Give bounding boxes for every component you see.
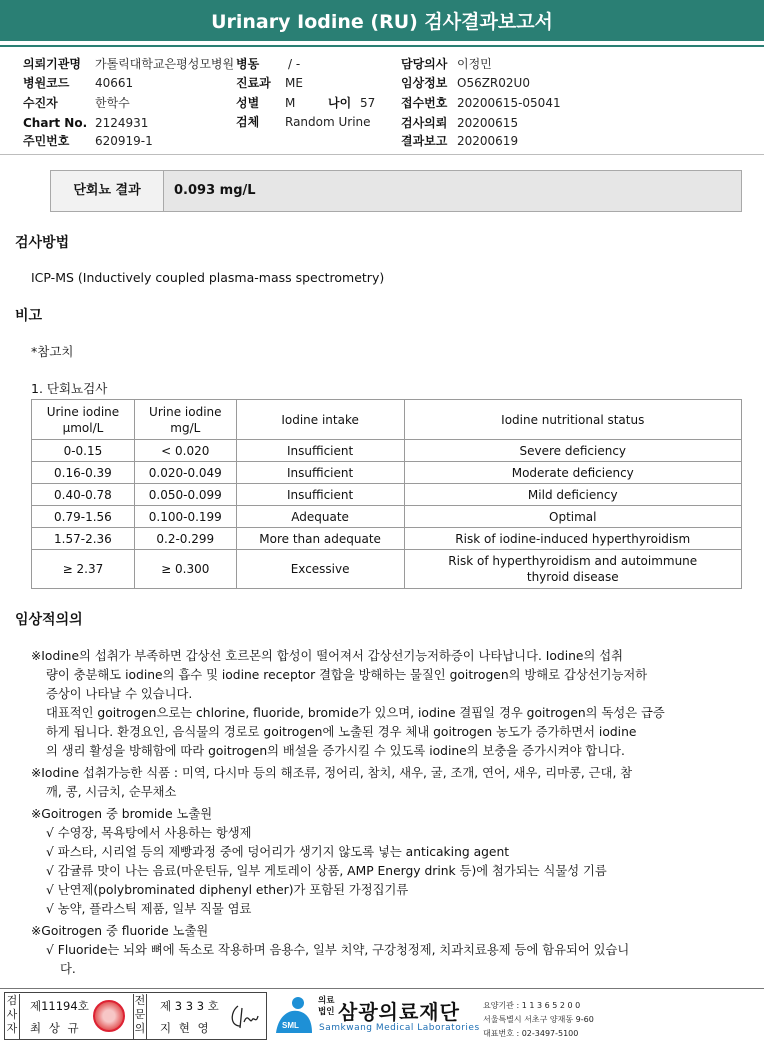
reference-table [31, 399, 742, 589]
department-value: ME [285, 76, 303, 90]
seal-stamp-icon [93, 1000, 125, 1032]
table-cell: 0-0.15 [32, 440, 135, 462]
clinical-line: 증상이 나타날 수 있습니다. [46, 687, 193, 701]
table-cell: 0.100-0.199 [134, 506, 236, 528]
doctor-value: 이정민 [457, 57, 492, 71]
collector-value: 한학수 [95, 96, 130, 110]
table-cell: Insufficient [236, 462, 404, 484]
tester-label: 검사자 [6, 994, 20, 1040]
reviewer-label: 전문의 [133, 994, 147, 1040]
report-date-label: 결과보고 [401, 134, 448, 148]
table-row [32, 506, 742, 528]
institution-value: 가톨릭대학교은평성모병원 [95, 57, 235, 71]
table-title: 1. 단회뇨검사 [31, 381, 108, 396]
id-label: 주민번호 [23, 134, 70, 148]
clinical-line: 대표적인 goitrogen으로는 chlorine, fluoride, bromide가 있으며, iodine 결핍일 경우 goitrogen의 독성은 급증 [46, 706, 665, 720]
request-date-label: 검사의뢰 [401, 116, 448, 130]
result-value: 0.093 mg/L [174, 183, 256, 198]
table-row [32, 550, 742, 589]
clinical-line: √ 난연제(polybrominated diphenyl ether)가 포함된 가정집기류 [46, 883, 409, 897]
report-date-value: 20200619 [457, 134, 519, 148]
signature-icon [226, 1002, 262, 1032]
table-row [32, 440, 742, 462]
header-divider [0, 154, 764, 155]
id-value: 620919-1 [95, 134, 153, 148]
table-cell: ≥ 0.300 [134, 550, 236, 589]
table-cell: 0.79-1.56 [32, 506, 135, 528]
ward-label: 병동 [236, 57, 260, 71]
table-cell: 0.020-0.049 [134, 462, 236, 484]
clinical-line: √ 농약, 플라스틱 제품, 일부 직물 염료 [46, 902, 252, 916]
remarks-heading: 비고 [15, 308, 43, 324]
report-title: Urinary Iodine (RU) 검사결과보고서 [0, 0, 764, 44]
footer-divider [0, 988, 764, 989]
sex-label: 성별 [236, 96, 260, 110]
column-header: Iodine intake [236, 400, 404, 440]
table-cell: 1.57-2.36 [32, 528, 135, 550]
chart-no-value: 2124931 [95, 116, 149, 130]
table-cell: Moderate deficiency [404, 462, 742, 484]
clinical-line: ※Iodine 섭취가능한 식품 : 미역, 다시마 등의 해조류, 정어리, 참치, 새우, 굴, 조개, 연어, 새우, 리마콩, 근대, 참 [31, 766, 633, 780]
table-cell: Excessive [236, 550, 404, 589]
result-box [50, 170, 742, 212]
clinical-line: √ Fluoride는 뇌와 뼈에 독소로 작용하며 음용수, 일부 치약, 구강청정제, 치과치료용제 등에 함유되어 있습니 [46, 943, 630, 957]
org-name: 삼광의료재단 [338, 1000, 460, 1024]
reviewer-name: 지 현 영 [160, 1021, 211, 1035]
clinical-line: ※Goitrogen 중 fluoride 노출원 [31, 924, 209, 938]
clinical-line: 량이 충분해도 iodine의 흡수 및 iodine receptor 결합을 방해하는 물질인 goitrogen의 방해로 갑상선기능저하 [46, 668, 648, 682]
table-cell: More than adequate [236, 528, 404, 550]
specimen-label: 검체 [236, 115, 260, 129]
table-row [32, 528, 742, 550]
table-cell: 0.2-0.299 [134, 528, 236, 550]
table-cell: Optimal [404, 506, 742, 528]
column-header: Urine iodine mg/L [134, 400, 236, 440]
sml-logo-icon [272, 995, 316, 1037]
result-label: 단회뇨 결과 [51, 171, 164, 211]
hospital-code-value: 40661 [95, 76, 134, 90]
table-cell: 0.16-0.39 [32, 462, 135, 484]
table-cell: < 0.020 [134, 440, 236, 462]
table-cell: Severe deficiency [404, 440, 742, 462]
clinical-line: √ 감귤류 맛이 나는 음료(마운틴듀, 일부 게토레이 상품, AMP Energy drink 등)에 첨가되는 식물성 기름 [46, 864, 607, 878]
clinical-heading: 임상적의의 [15, 612, 83, 628]
collector-label: 수진자 [23, 96, 58, 110]
ward-value: / - [288, 57, 301, 71]
table-cell: Mild deficiency [404, 484, 742, 506]
footer [0, 992, 764, 1040]
tester-license: 제11194호 [30, 999, 89, 1013]
table-cell: Adequate [236, 506, 404, 528]
clinical-info-value: O56ZR02U0 [457, 76, 530, 90]
institution-label: 의뢰기관명 [23, 57, 81, 71]
request-date-value: 20200615 [457, 116, 519, 130]
clinical-line: 다. [60, 962, 76, 976]
clinical-line: 깨, 콩, 시금치, 순무채소 [46, 785, 177, 799]
table-cell: 0.050-0.099 [134, 484, 236, 506]
clinical-body [31, 647, 731, 979]
department-label: 진료과 [236, 76, 271, 90]
clinical-line: 의 생리 활성을 방해함에 따라 goitrogen의 배설을 증가시킬 수 있도록 iodine의 보충을 증가시켜야 합니다. [46, 744, 625, 758]
receipt-no-label: 접수번호 [401, 96, 448, 110]
clinical-line: ※Goitrogen 중 bromide 노출원 [31, 807, 213, 821]
org-address: 서울특별시 서초구 양재동 9-60 [483, 1015, 594, 1024]
org-code: 요양기관 : 1 1 3 6 5 2 0 0 [483, 1001, 581, 1010]
column-header: Urine iodine μmol/L [32, 400, 135, 440]
reference-note: *참고치 [31, 344, 74, 359]
age-value: 57 [360, 96, 376, 110]
clinical-line: √ 수영장, 목욕탕에서 사용하는 항생제 [46, 826, 252, 840]
receipt-no-value: 20200615-05041 [457, 96, 561, 110]
svg-text:SML: SML [282, 1021, 299, 1030]
table-row [32, 484, 742, 506]
table-header-row [32, 400, 742, 440]
hospital-code-label: 병원코드 [23, 76, 70, 90]
tester-name: 최 상 규 [30, 1021, 81, 1035]
org-phone: 대표번호 : 02-3497-5100 [483, 1029, 579, 1038]
table-cell: 0.40-0.78 [32, 484, 135, 506]
reviewer-license: 제 3 3 3 호 [160, 999, 219, 1013]
table-cell: ≥ 2.37 [32, 550, 135, 589]
table-cell: Insufficient [236, 484, 404, 506]
method-heading: 검사방법 [15, 235, 70, 251]
column-header: Iodine nutritional status [404, 400, 742, 440]
sex-value: M [285, 96, 296, 110]
org-english: Samkwang Medical Laboratories [319, 1023, 480, 1033]
table-cell: Insufficient [236, 440, 404, 462]
age-label: 나이 [328, 96, 352, 110]
title-underline [0, 45, 764, 47]
clinical-line: √ 파스타, 시리얼 등의 제빵과정 중에 덩어리가 생기지 않도록 넣는 anticaking agent [46, 845, 510, 859]
table-cell: Risk of iodine-induced hyperthyroidism [404, 528, 742, 550]
chart-no-label: Chart No. [23, 116, 88, 130]
method-text: ICP-MS (Inductively coupled plasma-mass spectrometry) [31, 270, 385, 285]
clinical-line: 하게 됩니다. 환경요인, 음식물의 경로로 goitrogen에 노출된 경우 체내 goitrogen 농도가 증가하면서 iodine [46, 725, 637, 739]
table-cell: Risk of hyperthyroidism and autoimmune thyroid disease [404, 550, 742, 589]
clinical-line: ※Iodine의 섭취가 부족하면 갑상선 호르몬의 합성이 떨어져서 갑상선기능저하증이 나타납니다. Iodine의 섭취 [31, 649, 624, 663]
logo-prefix: 의료 법인 [318, 996, 335, 1017]
specimen-value: Random Urine [285, 115, 371, 129]
doctor-label: 담당의사 [401, 57, 448, 71]
clinical-info-label: 임상정보 [401, 76, 448, 90]
table-row [32, 462, 742, 484]
